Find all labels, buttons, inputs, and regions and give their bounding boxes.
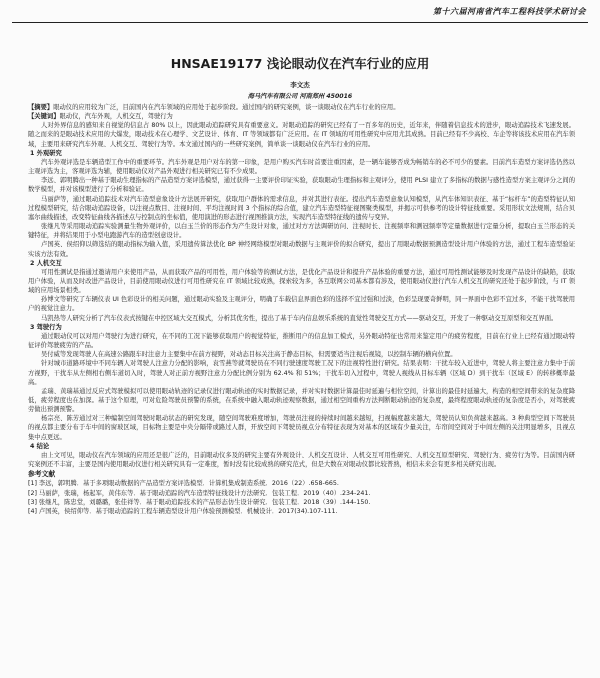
section-paragraph: 孟瑞、黄瑞基通过反应式驾驶模拟可以使用眼动轨迹的记录仪进行眼动轨迹的实时数据记录，并对实时数据计算最佳时延遍与相位空间，计算出的最佳时延遍大，构造的相空间带来的复杂度降低，疲劳程度也在加深。基于这个原理，可对危险驾驶员预警的系统，在系统中融入眼动轨迹观察数据，通过相空间重构方法判断眼动轨迹的复杂度，最终程度眼动轨迹的复杂度是否小，对驾驶疲劳做出预测预警。: [28, 387, 575, 414]
abstract: [28, 103, 575, 112]
section-paragraph: 马凯热等人研究分析了汽车仪表式按键在中控区域大交互模式，分析其优劣性，提出了基于车内信息娱乐系统的直觉性驾驶交互方式——驱动交互，开发了一种驱动交互原型和交互界面。: [41, 314, 558, 322]
author-affiliation: 海马汽车有限公司 河南郑州 450016: [247, 93, 353, 100]
reference-item: [2] 马丽萨，张瑞，杨起军，黄伟东等．基于眼动追踪的汽车造型特征线设计方法研究．包装工程．2019（40）.234-241.: [28, 489, 371, 497]
header-rule: [12, 22, 588, 23]
abstract-label: 【摘要】: [28, 104, 54, 111]
section-paragraph: 卢国英、侯绍仰以筛选结的眼动指标为输入值，采用遗传算法优化 BP 神经网络模型对眼动数据与主观评价的拟合研究，提出了用眼动数据预测造型设计用户体验的方法，通过工程车造型验证实该方法有效。: [28, 241, 575, 258]
section-paragraph: 马丽萨等，通过眼动追踪技术对汽车造型意象设计方法展开研究，获取用户群体的需求信息，并对其进行表征。提出汽车造型意象认知模型，从汽车体知识表征、基于“标杆车”的造型特征认知过程模型研究，结合眼动追踪设备，以注视点数目、注视时间、平均注视时间 3 个指标的综合值，建立汽车造型特征视图聚类模型，并揭示可供参考的设计特征线重要。采用形状文法规则，结合贝塞尔曲线描述，改变特征曲线各描述点与控制点的坐标值，使用演进的形态进行视图推演方法，实现汽车造型特征线的遗传与变异。: [28, 195, 575, 221]
section-heading: 4 结论: [30, 442, 50, 450]
section-paragraph: 孙博文等研究了车辆仪表 UI 色彩设计的相关问题，通过眼动实验及主观评分，明确了车载信息界面色彩的选择不宜过强和过淡，色彩呈现要奇鲜明，同一界面中色彩不宜过多，不能干扰驾驶用户的视觉注意力。: [28, 296, 575, 313]
section-paragraph: 汽车外观评选是车辆造型工作中的重要环节。汽车外观是用户对车的第一印象，是用户购买汽车时首要注重因素，是一辆车能够否成为畅销车的必不可少的要素。目前汽车造型方案评选仍然以主观评选为主，客观评选为辅，使用眼动仪对产品外观进行相关研究已有不少成果。: [28, 158, 575, 176]
keywords-text: 眼动仪，汽车外观，人机交互，驾驶行为: [59, 113, 173, 121]
section-heading: 2 人机交互: [30, 259, 62, 267]
section-paragraph: 可用性测试是指通过邀请用户来使用产品，从而获取产品的可用性，用户体验等的测试方法，是优化产品设计和提升产品体验的重要方法，通过可用性测试能够及时发现产品设计的缺陷，获取用户体验，从而及时改进产品设计，目前使用眼动仪进行可用性研究在 IT 领域比较成熟，探索较为多，各互联网公司基本都有涉及，使用眼动仪进行汽车人机交互的研究还处于起步阶段，与 IT 领域的应用场景相类。: [28, 268, 575, 295]
abstract-text: 眼动仪的应用较为广泛，目前国内在汽车领域的应用处于起步阶段。通过国内的研究案例，谈一谈眼动仪在汽车行业的应用。: [53, 104, 400, 111]
paper-title: HNSAE19177 浅论眼动仪在汽车行业的应用: [170, 56, 430, 71]
reference-item: [3] 张继凡，陈忠堂，刘璐璐，张佳祥等．基于眼动追踪技术的产品形态仿生设计研究．包装工程．2018（39）.144-150.: [28, 498, 371, 506]
section-paragraph: 李远、郭明腾出一种基于眼动生理指标的产品造型方案评选模型，通过获得一主要评价印证实验，获取眼动生理指标和主观评分，使用 PLSI 建立了多指标的数据与感性造型方案主观评分之间的数学模型，并对该模型进行了分析和验证。: [28, 177, 575, 194]
section-paragraph: 吴付威等发现驾驶人在高速公路跟车时注意力主要集中在前方视野，对动态目标关注高于静态目标，但需要适当注视后视镜，以控制车辆的横向位置。: [41, 351, 457, 359]
section-paragraph: 张继凡等采用眼动追踪实验测量生物外观评价，以白玉兰价的形态作为产生设计对象，通过对方方法调研访问、注视时长、注视频率和测冠频率等定量数据进行定量分析，提取白玉兰形态的关键特征，并将结果用于小型电跑游汽车的造型创意设计。: [28, 223, 575, 240]
section-paragraph: 针对城市道路环境中不同车辆人对驾驶人注意力分配的影响，袁雪燕等就驾驶员在不同行驶速度驾驶工况下的注视特性进行研究。结果表明：干扰车较入近进中，驾驶人将主要注意力集中于前方视野，干扰车从左侧相右侧车道切入时，驾驶人对正前方视野注意力分配比例分别为 62.4% 和 51%；干扰车切入过程中，驾驶人视线从目标车辆（区域 D）到干扰车（区域 E）的转移概率最高。: [28, 360, 575, 386]
keywords: [28, 112, 575, 121]
reference-item: [4] 卢国英，侯绍仰等．基于眼动追踪的工程车辆造型设计用户体验预测模型．机械设计．2017(34).107-111.: [28, 507, 338, 515]
section-heading: 3 驾驶行为: [30, 323, 62, 331]
author-name: 李文杰: [290, 81, 310, 89]
section-heading: 1 外观研究: [30, 149, 62, 157]
section-paragraph: 通过眼动仪可以对用户驾驶行为进行研究，在不同的工况下能够获取用户的视觉特征，推断用户的信息加工模式，另外眼动特征也常用来鉴定用户的疲劳程度，目前在行业上已经有通过眼动特征评价驾驶疲劳的产品。: [28, 332, 575, 350]
intro-paragraph: 人对外界信息的感知来自视觉的信息占 80% 以上，因此眼动追踪研究具有重要意义。对眼动追踪的研究已经有了一百多年的历史，近年来，伴随着信息技术的进步，眼动追踪技术飞速发展。随之而来的是眼动技术应用的大爆发，眼动技术在心理学、文艺设计、体育、IT 等领域都有广泛应用。在 IT 领域的可用性研究中应用尤其成熟。目前已经有不少高校、车企等将该技术应用在汽车领域，主要用来研究汽车外观、人机交互、驾驶行为等。本文通过国内的一些研究案例，简单谈一谈眼动仪在汽车行业的应用。: [28, 122, 575, 148]
keywords-label: 【关键词】: [28, 113, 60, 121]
paper-body: [28, 103, 575, 516]
journal-header: 第十六届河南省汽车工程科技学术研讨会: [433, 6, 586, 16]
section-paragraph: 杨宗亮、陈芳通过对三种编制空间驾驶时眼动状态的研究发现，随空间驾驶难度增加，驾驶员注视的持续时间越来越短，扫视幅度越来越大，驾驶员认知负荷越来越高。3 种典型空间下驾驶员的视点都主要分布于车中间的窗玻区域，目标物主要是中央分隔带或路过人群，开放空间下驾驶员视点分布特征表现为对基本的区域有少量关注，车帘间空间对于中间左侧的关注明显增多，且视点集中点更远。: [28, 415, 575, 441]
references-heading: 参考文献: [28, 470, 56, 479]
section-paragraph: 由上文可见，眼动仪在汽车领域的应用还是很广泛的，目前眼动仪多及的研究主要有外观设计、人机交互设计、人机交互可用性研究、人机交互原型研究、驾驶行为、疲劳行为等。目前国内研究案例还不丰富，主要是国内使用眼动仪进行相关研究具有一定难度，暂时没有比较成熟的研究范式，但是大数在对眼动仪都比较普熟，相信未来会有更多相关研究出现。: [28, 451, 575, 469]
reference-item: [1] 李远，郭明腾．基于多项眼动数据的产品造型方案评选模型．计算机集成制造系统．2016（22）.658-665.: [28, 480, 339, 488]
